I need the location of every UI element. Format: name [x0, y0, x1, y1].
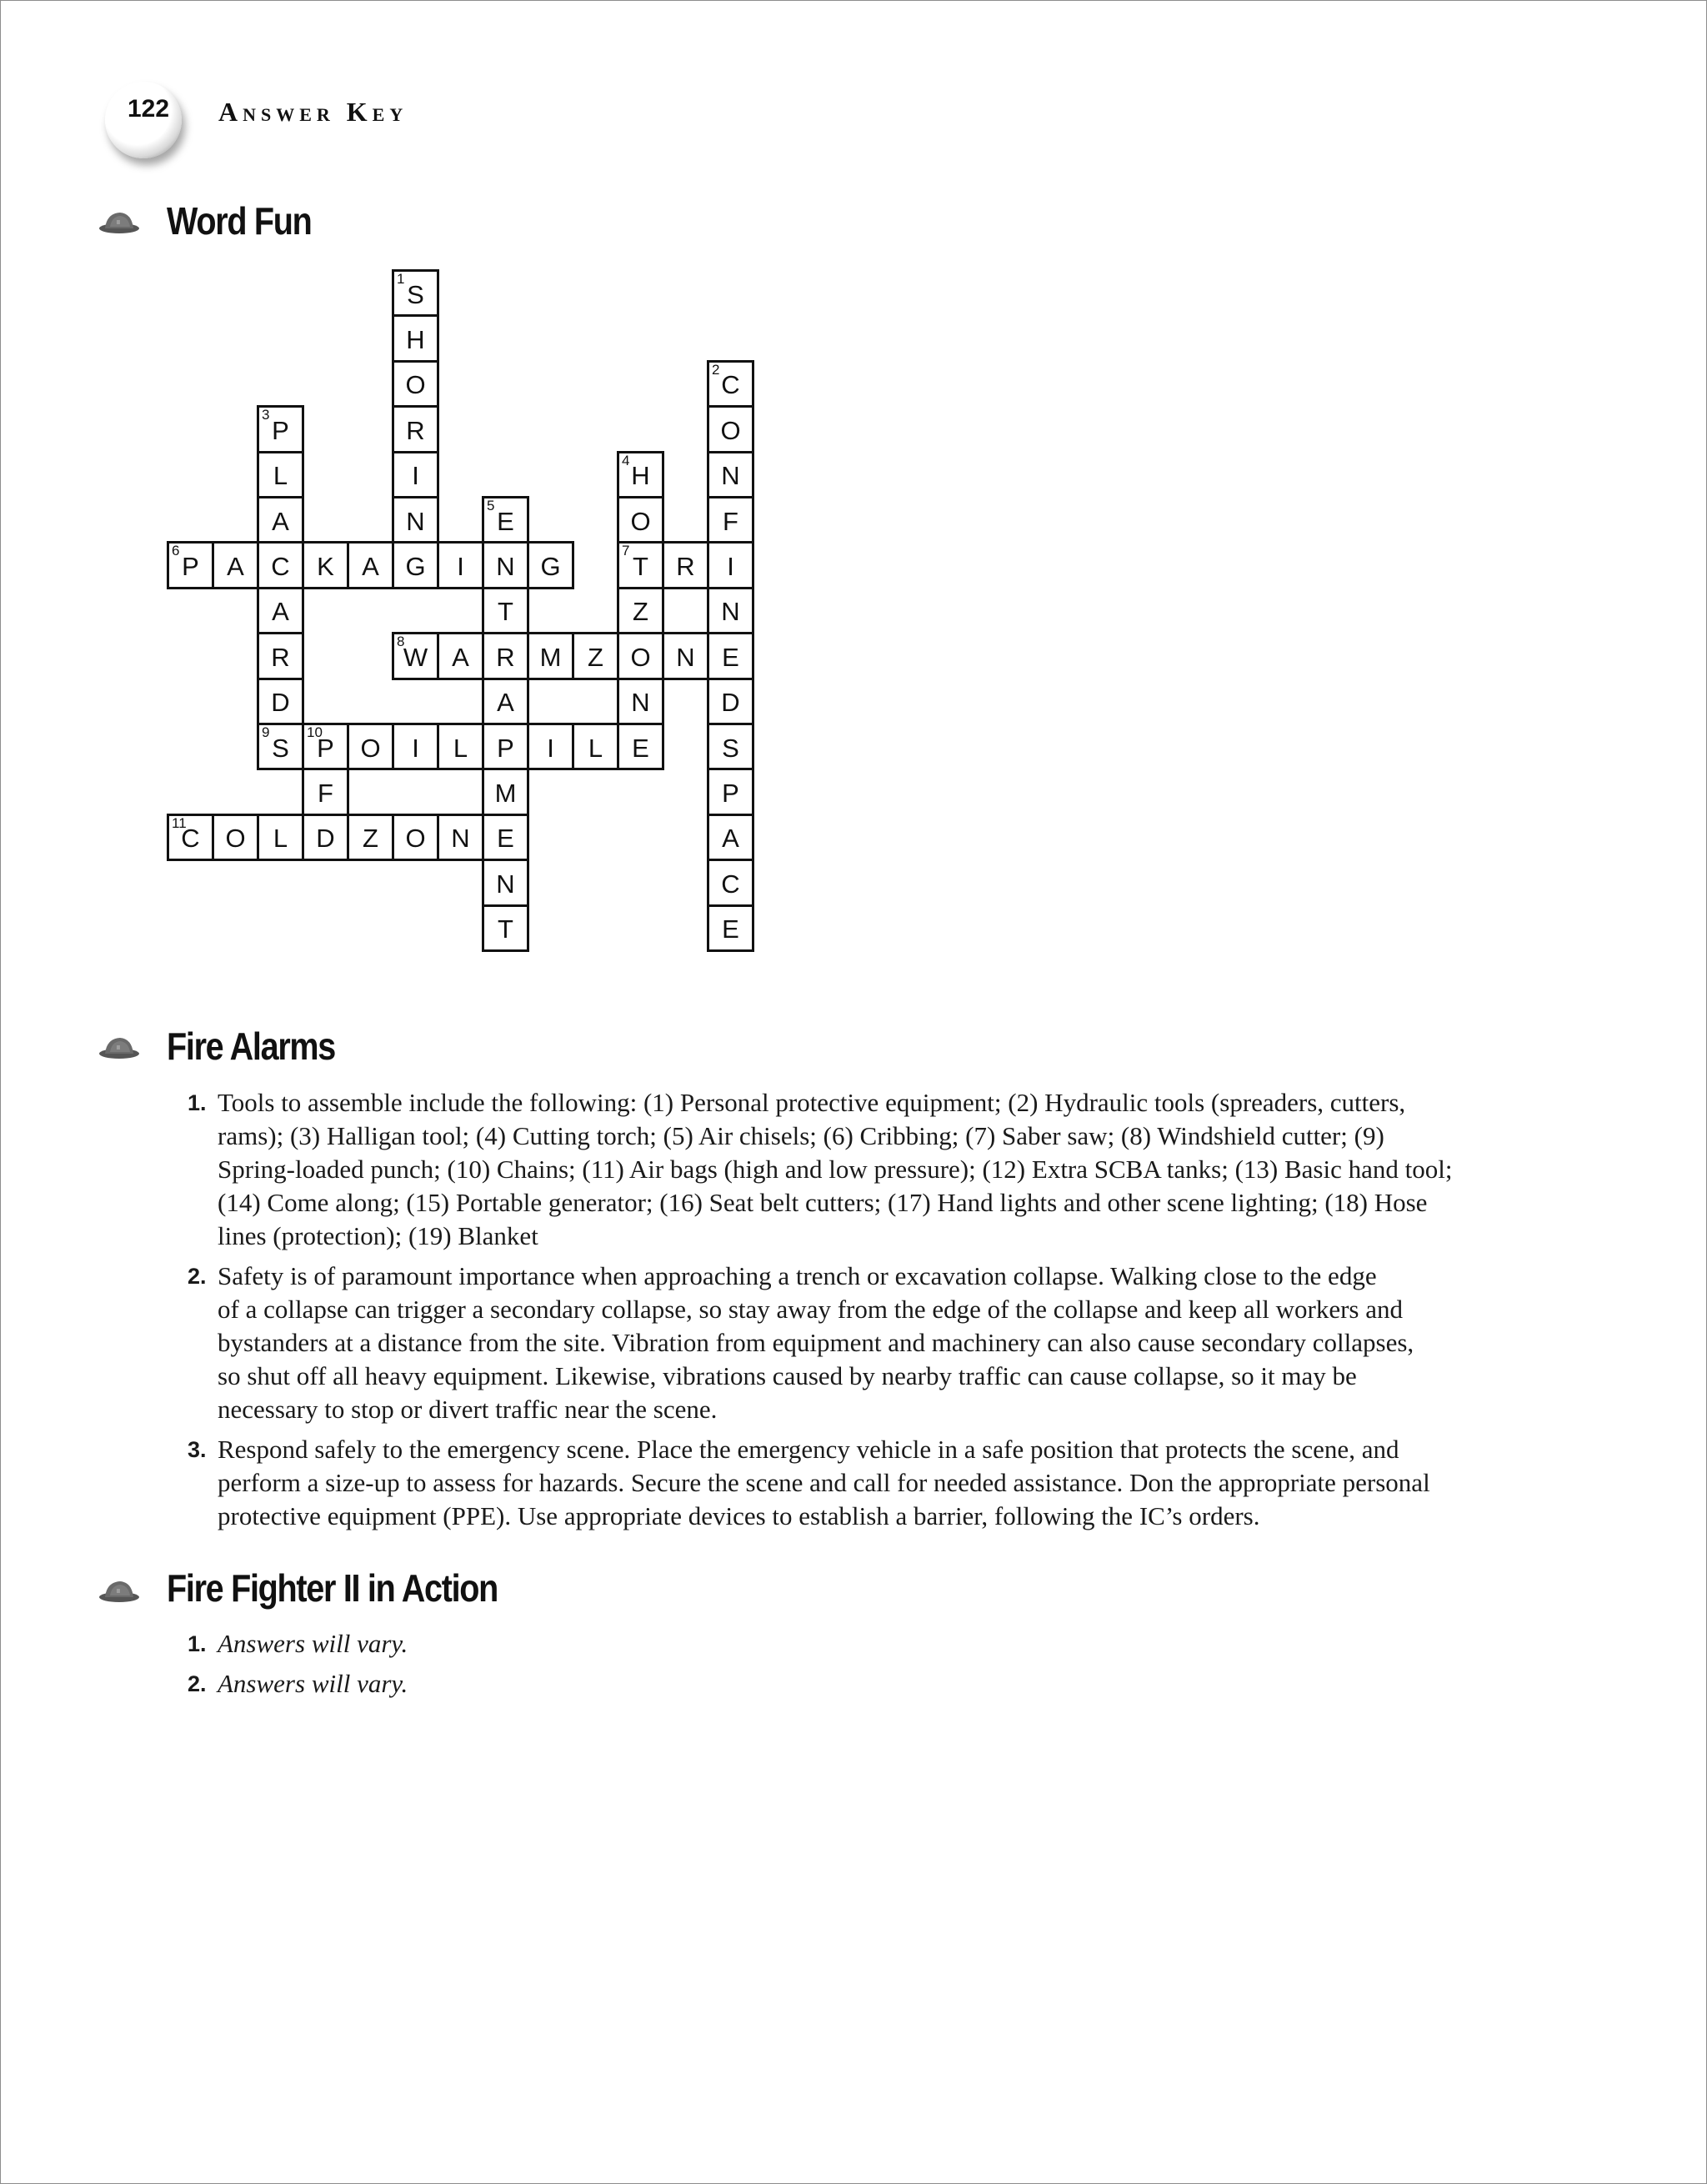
crossword-letter: N: [631, 688, 650, 718]
crossword-cell: [482, 768, 529, 815]
crossword-letter: A: [272, 597, 289, 627]
crossword-letter: N: [496, 552, 515, 582]
crossword-letter: I: [412, 461, 419, 491]
crossword-letter: Z: [633, 597, 648, 627]
crossword-cell: [257, 723, 304, 770]
crossword-cell: [707, 541, 754, 589]
answer-text-line: rams); (3) Halligan tool; (4) Cutting torch; (5) Air chisels; (6) Cribbing; (7) Saber saw; (8) Windshield cutter; (9): [218, 1121, 1384, 1150]
crossword-letter: P: [722, 779, 739, 809]
crossword-letter: O: [630, 506, 651, 536]
fire-alarms-list: [188, 1086, 1452, 1533]
crossword-cell: [167, 541, 214, 589]
crossword-cell: [617, 632, 664, 679]
crossword-cell: [392, 451, 439, 498]
crossword-cell: [437, 632, 484, 679]
fire-helmet-icon: [98, 210, 140, 235]
crossword-cell: [482, 814, 529, 861]
crossword-cell: [482, 723, 529, 770]
answer-text-line: Spring-loaded punch; (10) Chains; (11) Air bags (high and low pressure); (12) Extra SCBA tanks; (13) Basic hand tool;: [218, 1155, 1453, 1184]
crossword-letter: E: [722, 642, 739, 672]
crossword-letter: F: [723, 506, 738, 536]
crossword-cell: [257, 496, 304, 543]
crossword-letter: O: [405, 824, 426, 854]
crossword-letter: P: [182, 552, 199, 582]
answer-text-line: Respond safely to the emergency scene. Place the emergency vehicle in a safe position that protects the scene, and: [218, 1435, 1399, 1464]
clue-number: 3: [262, 407, 270, 423]
crossword-letter: A: [362, 552, 379, 582]
crossword-cell: [527, 723, 574, 770]
crossword-cell: [257, 587, 304, 634]
answer-item: [188, 1627, 408, 1661]
crossword-letter: O: [225, 824, 246, 854]
crossword-letter: A: [722, 824, 739, 854]
section-title-word-fun: Word Fun: [167, 199, 312, 243]
crossword-cell: [437, 814, 484, 861]
crossword-letter: O: [630, 642, 651, 672]
crossword-letter: C: [721, 869, 740, 899]
crossword-cell: [617, 451, 664, 498]
crossword-cell: [302, 541, 349, 589]
crossword-cell: [302, 723, 349, 770]
answer-text-line: Answers will vary.: [218, 1669, 408, 1698]
clue-number: 2: [712, 361, 720, 378]
crossword-letter: D: [316, 824, 335, 854]
crossword-cell: [482, 678, 529, 725]
crossword-cell: [482, 496, 529, 543]
crossword-cell: [302, 814, 349, 861]
clue-number: 9: [262, 724, 270, 740]
crossword-cell: [347, 814, 394, 861]
crossword-cell: [482, 859, 529, 906]
crossword-cell: [572, 632, 619, 679]
crossword-letter: L: [273, 461, 288, 491]
crossword-letter: P: [497, 733, 514, 763]
crossword-letter: E: [722, 914, 739, 944]
crossword-cell: [482, 587, 529, 634]
crossword-letter: I: [412, 733, 419, 763]
crossword-letter: S: [272, 733, 289, 763]
clue-number: 7: [622, 543, 630, 559]
crossword-cell: [707, 859, 754, 906]
clue-number: 5: [487, 498, 495, 513]
crossword-cell: [257, 632, 304, 679]
crossword-letter: F: [318, 779, 333, 809]
answer-item: [188, 1433, 1452, 1533]
crossword-cell: [347, 723, 394, 770]
crossword-letter: M: [539, 642, 562, 672]
section-title-fire-alarms: Fire Alarms: [167, 1024, 336, 1068]
answer-text-line: (14) Come along; (15) Portable generator; (16) Seat belt cutters; (17) Hand lights and other scene lighting; (18) Hose: [218, 1188, 1428, 1217]
crossword-letter: E: [497, 506, 514, 536]
crossword-letter: N: [451, 824, 470, 854]
crossword-cell: [212, 814, 259, 861]
section-title-fire-fighter-ii-in-action: Fire Fighter II in Action: [167, 1566, 498, 1610]
running-head: Answer Key: [218, 97, 408, 127]
crossword-cell: [437, 723, 484, 770]
crossword-cell: [347, 541, 394, 589]
answer-text-line: bystanders at a distance from the site. Vibration from equipment and machinery can also cause secondary collapses,: [218, 1328, 1414, 1357]
crossword-letter: G: [405, 552, 426, 582]
crossword-cell: [707, 678, 754, 725]
clue-number: 11: [172, 814, 187, 831]
crossword-letter: N: [721, 461, 740, 491]
answer-text-line: Tools to assemble include the following: (1) Personal protective equipment; (2) Hydraulic tools (spreaders, cutters,: [218, 1088, 1406, 1117]
crossword-cell: [707, 451, 754, 498]
crossword-letter: N: [496, 869, 515, 899]
clue-number: 1: [397, 271, 405, 287]
crossword-letter: I: [457, 552, 464, 582]
crossword-letter: G: [540, 552, 561, 582]
crossword-cell: [617, 587, 664, 634]
fire-helmet-icon: [98, 1579, 140, 1604]
crossword-letter: C: [721, 370, 740, 400]
crossword-letter: D: [271, 688, 290, 718]
crossword-letter: L: [273, 824, 288, 854]
crossword-letter: T: [633, 552, 648, 582]
answer-text-line: necessary to stop or divert traffic near the scene.: [218, 1395, 718, 1424]
crossword-cell: [437, 541, 484, 589]
crossword-letter: A: [452, 642, 469, 672]
answer-text-line: lines (protection); (19) Blanket: [218, 1221, 538, 1250]
crossword-letter: L: [453, 733, 468, 763]
crossword-cell: [392, 314, 439, 362]
crossword-cell: [392, 632, 439, 679]
crossword-letter: N: [676, 642, 695, 672]
crossword-cell: [617, 496, 664, 543]
crossword-cell: [302, 768, 349, 815]
answer-number: 3.: [188, 1437, 207, 1462]
crossword-cell: [527, 632, 574, 679]
crossword-cell: [707, 723, 754, 770]
crossword-cell: [257, 451, 304, 498]
answer-text-line: Safety is of paramount importance when approaching a trench or excavation collapse. Walking close to the edge: [218, 1261, 1377, 1290]
svg-text:II: II: [117, 1045, 120, 1051]
crossword-cell: [392, 269, 439, 317]
crossword-cell: [392, 541, 439, 589]
crossword-cell: [572, 723, 619, 770]
crossword-letter: P: [317, 733, 334, 763]
crossword-letter: I: [727, 552, 734, 582]
crossword-letter: H: [631, 461, 650, 491]
crossword-cell: [707, 405, 754, 453]
crossword-cell: [392, 360, 439, 408]
answer-text-line: perform a size-up to assess for hazards. Secure the scene and call for needed assistance. Don the appropriate personal: [218, 1468, 1430, 1497]
crossword-letter: T: [498, 597, 513, 627]
answer-item: [188, 1086, 1452, 1253]
crossword-letter: A: [227, 552, 244, 582]
answer-number: 1.: [188, 1090, 207, 1115]
crossword-letter: O: [720, 415, 741, 445]
crossword-letter: C: [181, 824, 200, 854]
crossword-letter: R: [496, 642, 515, 672]
crossword-cell: [392, 496, 439, 543]
answer-number: 2.: [188, 1264, 207, 1289]
crossword-cell: [662, 632, 709, 679]
crossword-letter: S: [722, 733, 739, 763]
crossword-letter: E: [632, 733, 649, 763]
crossword-cell: [257, 405, 304, 453]
in-action-list: [188, 1627, 408, 1701]
crossword-cell: [257, 678, 304, 725]
answer-item: [188, 1667, 408, 1701]
crossword-cell: [482, 632, 529, 679]
crossword-letter: H: [406, 325, 425, 355]
crossword-letter: N: [721, 597, 740, 627]
crossword-cell: [707, 904, 754, 952]
crossword-letter: O: [360, 733, 381, 763]
crossword-cell: [212, 541, 259, 589]
answer-number: 1.: [188, 1631, 207, 1656]
crossword-cell: [482, 904, 529, 952]
answer-item: [188, 1260, 1452, 1426]
crossword-letter: S: [407, 279, 424, 309]
crossword-cell: [707, 496, 754, 543]
crossword-letter: W: [403, 642, 428, 672]
answer-number: 2.: [188, 1671, 207, 1696]
fire-helmet-icon: [98, 1035, 140, 1060]
crossword-letter: C: [271, 552, 290, 582]
crossword-letter: Z: [588, 642, 603, 672]
answer-text-line: of a collapse can trigger a secondary collapse, so stay away from the edge of the collapse and keep all workers and: [218, 1295, 1403, 1324]
crossword-cell: [167, 814, 214, 861]
clue-number: 8: [397, 634, 405, 650]
crossword-letter: I: [547, 733, 554, 763]
crossword-letter: K: [317, 552, 334, 582]
clue-number: 4: [622, 452, 630, 468]
crossword-cell: [392, 405, 439, 453]
crossword-cell: [392, 723, 439, 770]
clue-number: 10: [307, 724, 323, 740]
crossword-letter: A: [272, 506, 289, 536]
crossword-letter: R: [406, 415, 425, 445]
answer-text-line: protective equipment (PPE). Use appropriate devices to establish a barrier, following the IC’s orders.: [218, 1501, 1260, 1530]
crossword-letter: A: [497, 688, 514, 718]
crossword-cell: [257, 541, 304, 589]
crossword-letter: D: [721, 688, 740, 718]
answer-text-line: so shut off all heavy equipment. Likewise, vibrations caused by nearby traffic can cause collapse, so it may be: [218, 1361, 1357, 1390]
crossword-letter: R: [676, 552, 695, 582]
crossword-letter: L: [588, 733, 603, 763]
crossword-cell: [392, 814, 439, 861]
answer-text-line: Answers will vary.: [218, 1629, 408, 1658]
crossword-letter: M: [494, 779, 517, 809]
crossword-letter: P: [272, 415, 289, 445]
crossword-letter: R: [271, 642, 290, 672]
crossword-letter: N: [406, 506, 425, 536]
crossword-cell: [257, 814, 304, 861]
page-number: 122: [127, 95, 170, 123]
crossword-letter: O: [405, 370, 426, 400]
crossword-cell: [617, 541, 664, 589]
crossword-cell: [617, 723, 664, 770]
crossword-cell: [707, 814, 754, 861]
svg-text:II: II: [117, 220, 120, 226]
crossword-letter: T: [498, 914, 513, 944]
crossword-letter: E: [497, 824, 514, 854]
crossword-cell: [707, 768, 754, 815]
svg-text:II: II: [117, 1589, 120, 1595]
crossword-cell: [617, 678, 664, 725]
crossword-cell: [707, 360, 754, 408]
crossword-cell: [527, 541, 574, 589]
crossword-cell: [482, 541, 529, 589]
crossword-cell: [662, 541, 709, 589]
clue-number: 6: [172, 543, 180, 559]
crossword-cell: [707, 587, 754, 634]
crossword-letter: Z: [363, 824, 378, 854]
crossword-grid: [167, 269, 787, 987]
crossword-cell: [707, 632, 754, 679]
